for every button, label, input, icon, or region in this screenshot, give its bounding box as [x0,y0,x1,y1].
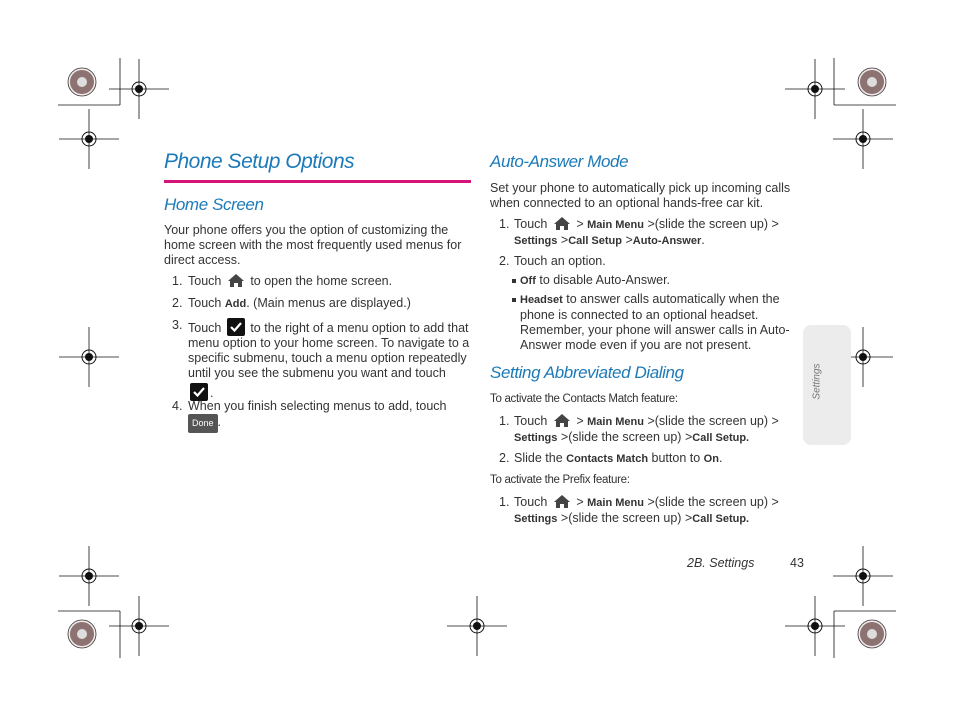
home-screen-intro: Your phone offers you the option of customizing the home screen with the most frequently used menus for direct access. [164,223,462,267]
contacts-match-intro: To activate the Contacts Match feature: [490,393,678,405]
list-item: 1. Touch to open the home screen. [172,274,393,288]
section-tab-label: Settings [811,363,823,400]
list-item: 4. When you finish selecting menus to add, touch Done . [164,399,470,433]
prefix-intro: To activate the Prefix feature: [490,474,630,486]
list-item: Headset to answer calls automatically when the phone is connected to an optional headset. Remember, your phone will answer calls in Auto-Answer mode even if you are not present. [512,292,800,353]
list-item: 2. Touch an option. [499,254,606,268]
abbrev-dialing-heading: Setting Abbreviated Dialing [490,363,684,382]
list-item: 1. Touch > Main Menu >(slide the screen up) > Settings >(slide the screen up) >Call Setup. [499,495,779,525]
section-tab [803,325,851,445]
home-icon [228,274,244,287]
list-item: Off to disable Auto-Answer. [512,273,800,289]
home-icon [554,414,570,427]
footer-section: 2B. Settings [687,556,755,570]
list-item: 1. Touch > Main Menu >(slide the screen up) > Settings >Call Setup >Auto-Answer. [499,217,779,247]
auto-answer-intro: Set your phone to automatically pick up incoming calls when connected to an optional hands-free car kit. [490,181,791,210]
page-title: Phone Setup Options [164,150,355,173]
done-button: Done [188,414,218,433]
list-item: 2. Touch Add. (Main menus are displayed.) [172,296,411,310]
auto-answer-heading: Auto-Answer Mode [490,152,629,171]
home-icon [554,495,570,508]
list-item: 3. Touch to the right of a menu option to add that menu option to your home screen. To navigate to a specific submenu, touch a menu option repeatedly until you see the submenu you want and touch . [172,318,470,400]
title-rule [164,180,471,183]
list-item: 1. Touch > Main Menu >(slide the screen up) > Settings >(slide the screen up) >Call Setup. [499,414,779,444]
home-screen-heading: Home Screen [164,195,264,214]
home-icon [554,217,570,230]
page-number: 43 [790,556,804,570]
checkmark-icon [227,318,245,336]
list-item: 2. Slide the Contacts Match button to On. [499,451,723,465]
